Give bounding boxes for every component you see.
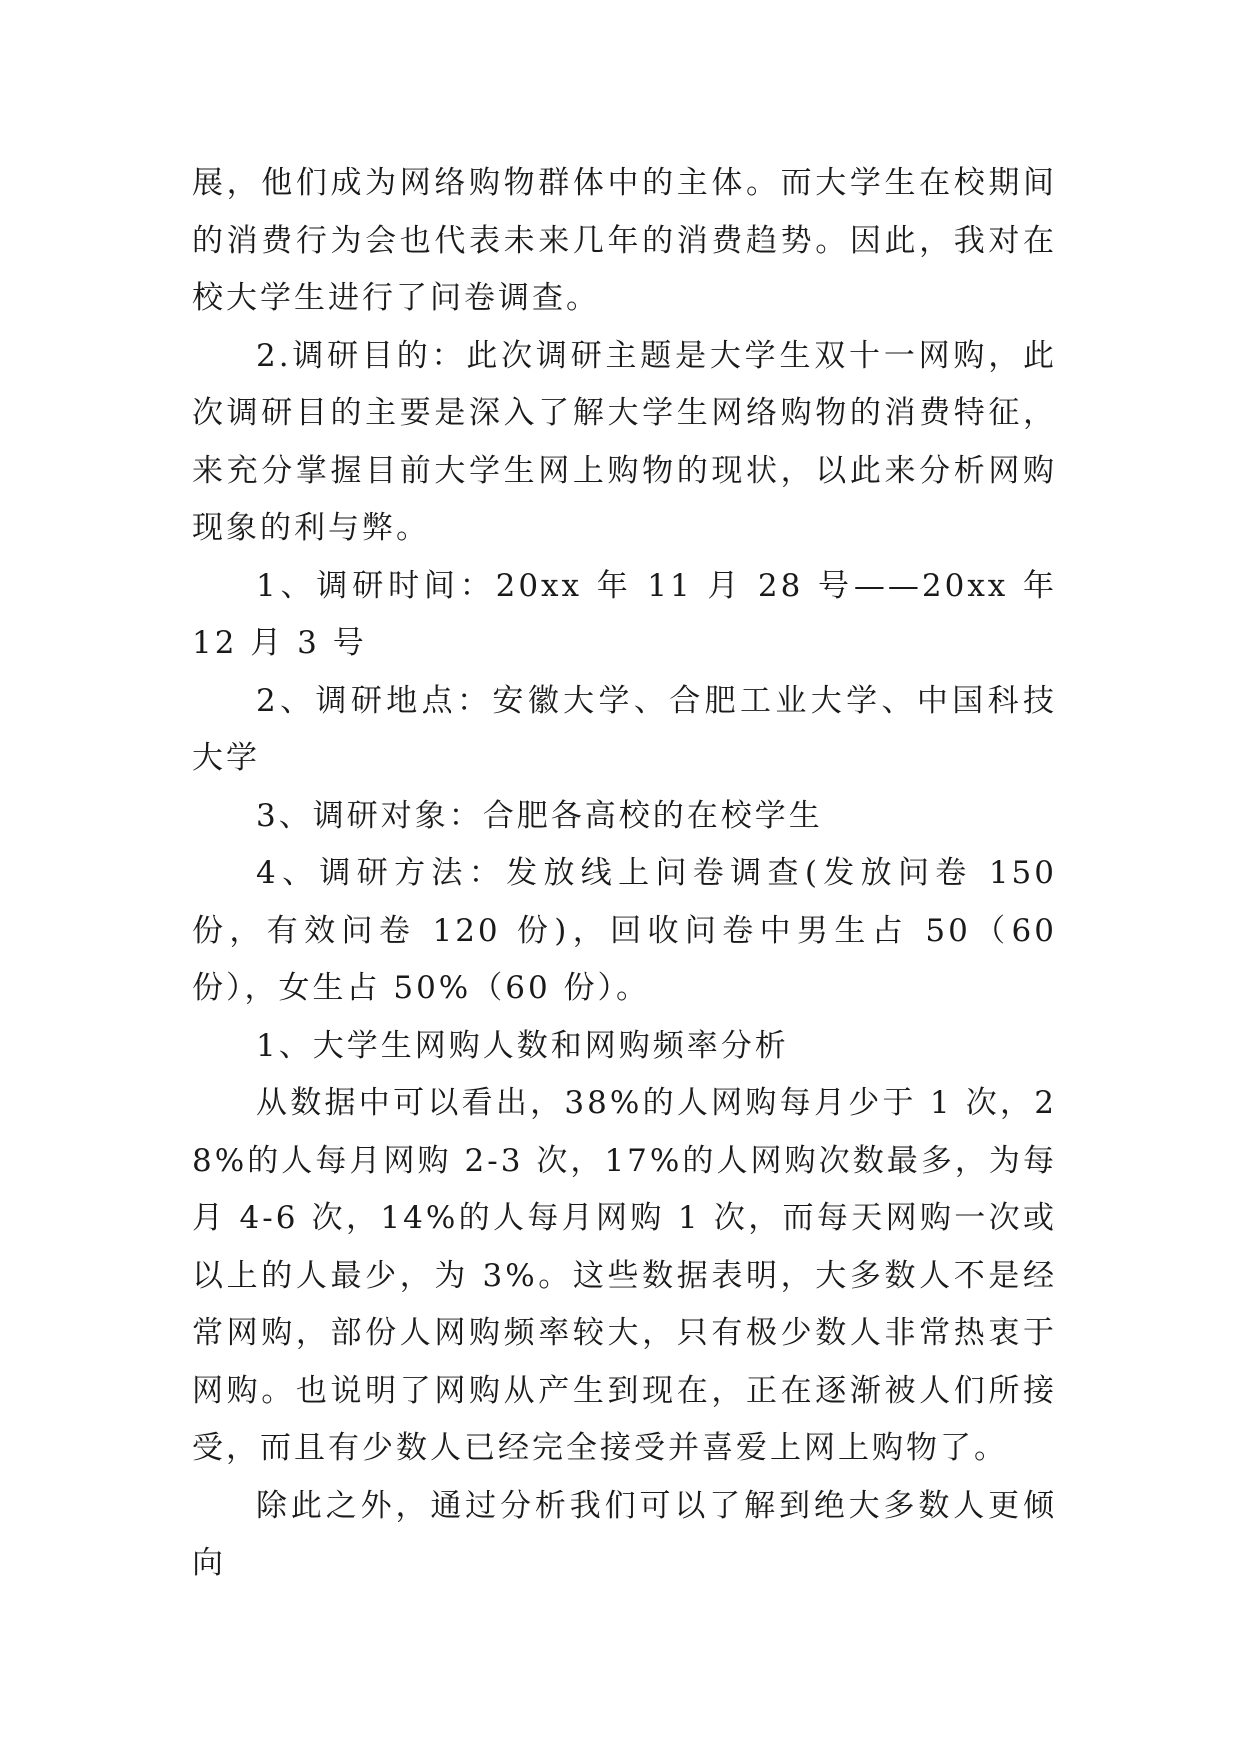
paragraph-research-purpose: 2.调研目的：此次调研主题是大学生双十一网购，此次调研目的主要是深入了解大学生网络购物的消费特征，来充分掌握目前大学生网上购物的现状，以此来分析网购现象的利与弊。 — [192, 337, 1057, 546]
paragraph-frequency-data: 从数据中可以看出，38%的人网购每月少于 1 次，28%的人每月网购 2-3 次，17%的人网购次数最多，为每月 4-6 次，14%的人每月网购 1 次，而每天网购一次或以上的人最少，为 3%。这些数据表明，大多数人不是经常网购，部份人网购频率较大，只有极少数人非常热衷于网购。也说明了网购从产生到现在，正在逐渐被人们所接受，而且有少数人已经完全接受并喜爱上网上购物了。 — [192, 1085, 1057, 1466]
paragraph-research-method: 4、调研方法：发放线上问卷调查(发放问卷 150 份，有效问卷 120 份)，回收问卷中男生占 50（60 份），女生占 50%（60 份）。 — [192, 855, 1057, 1006]
paragraph-research-location: 2、调研地点：安徽大学、合肥工业大学、中国科技大学 — [192, 682, 1057, 776]
document-body — [192, 155, 1057, 1593]
paragraph-research-subject: 3、调研对象：合肥各高校的在校学生 — [256, 797, 823, 834]
paragraph-continuation: 展，他们成为网络购物群体中的主体。而大学生在校期间的消费行为会也代表未来几年的消费趋势。因此，我对在校大学生进行了问卷调查。 — [192, 165, 1057, 316]
paragraph-conclusion-start: 除此之外，通过分析我们可以了解到绝大多数人更倾向 — [192, 1487, 1057, 1581]
section-heading-frequency-analysis: 1、大学生网购人数和网购频率分析 — [256, 1027, 789, 1064]
paragraph-research-time: 1、调研时间：20xx 年 11 月 28 号——20xx 年 12 月 3 号 — [192, 567, 1057, 661]
